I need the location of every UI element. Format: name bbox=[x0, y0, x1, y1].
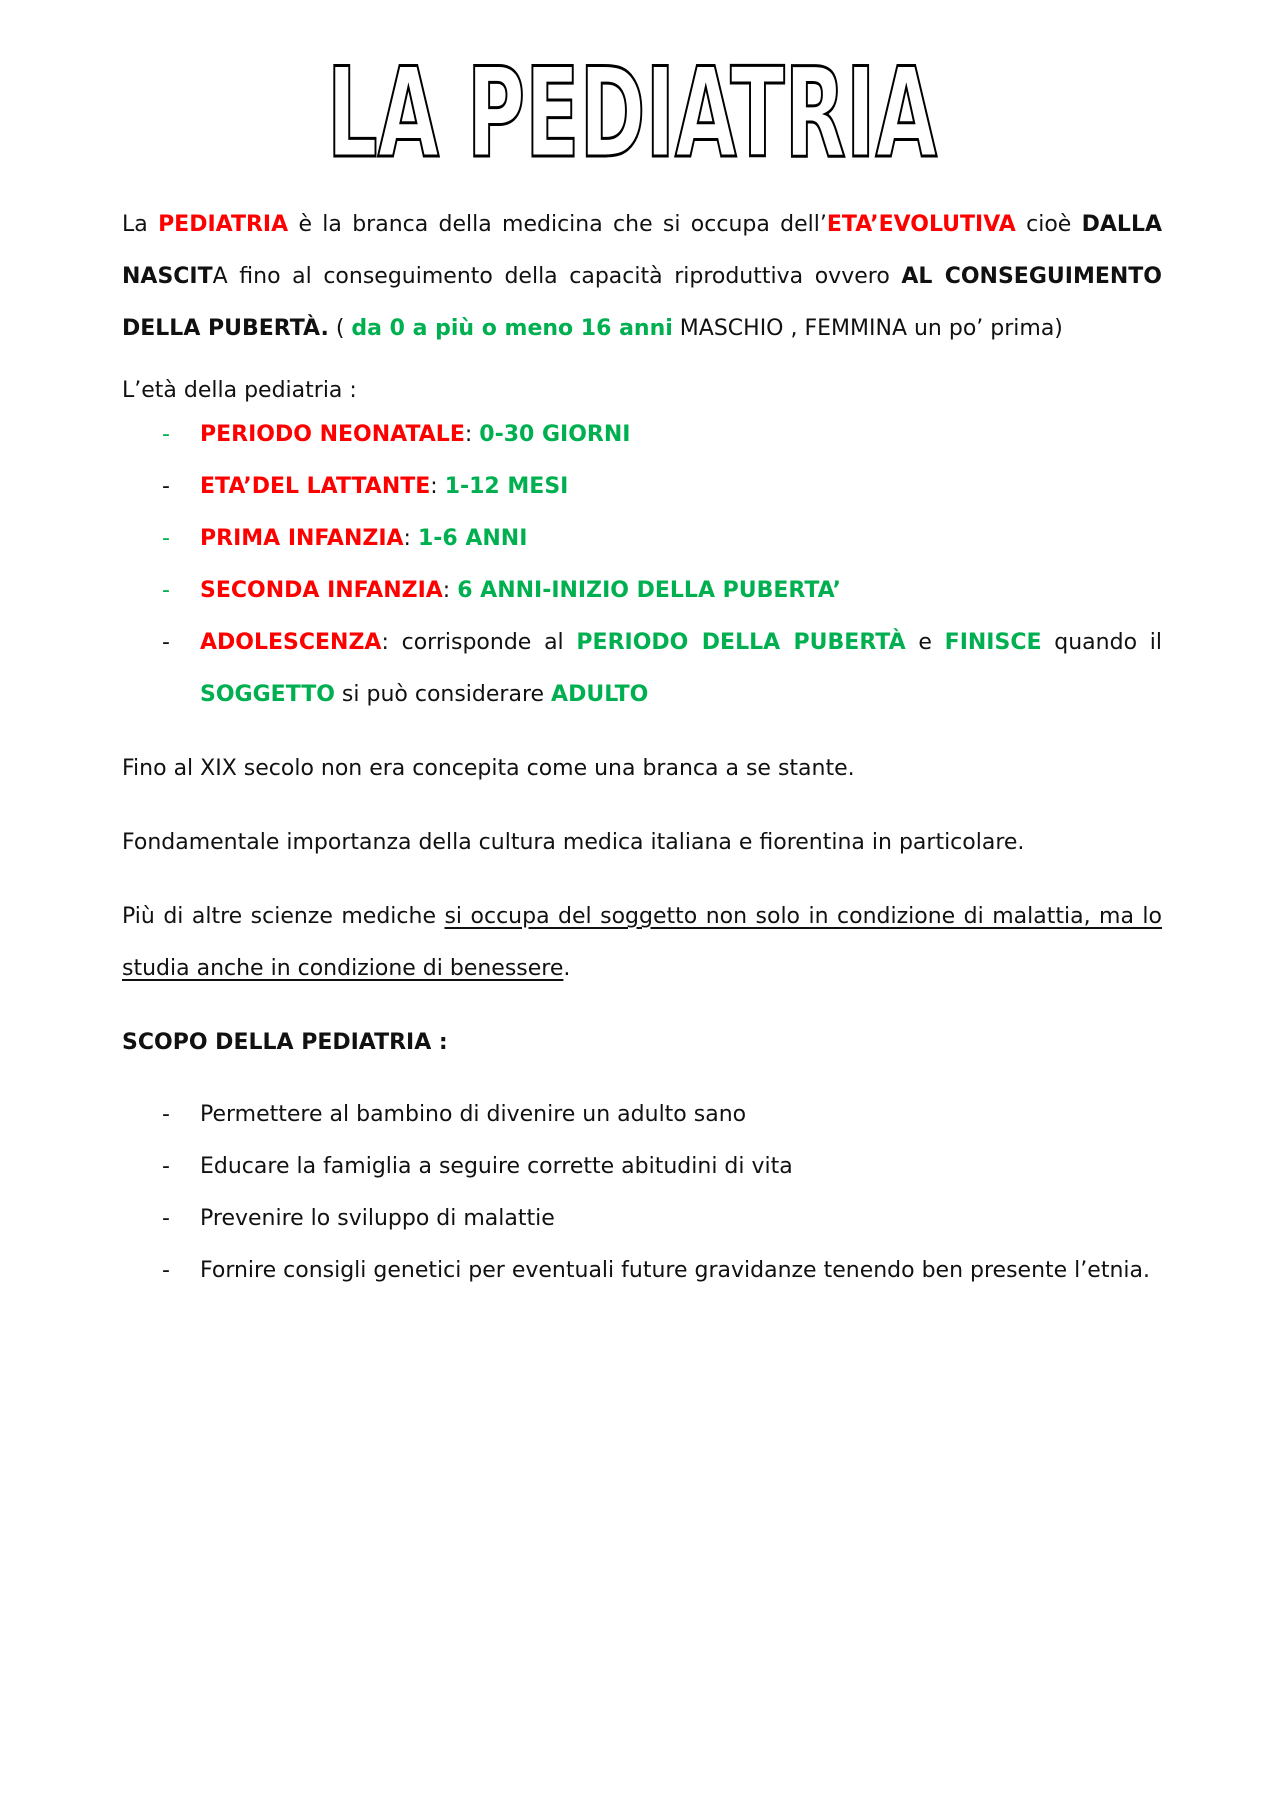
dash-marker: - bbox=[162, 1258, 170, 1283]
list-item bbox=[122, 565, 1162, 617]
paragraph-secolo: Fino al XIX secolo non era concepita come una branca a se stante. bbox=[122, 756, 855, 781]
dash-marker: - bbox=[162, 1154, 170, 1179]
period-name: ADOLESCENZA bbox=[200, 630, 382, 655]
paragraph-scienze bbox=[122, 891, 1162, 995]
period-sep: : bbox=[442, 578, 458, 603]
term-adulto: ADULTO bbox=[551, 682, 649, 707]
intro-text: MASCHIO , FEMMINA un po’ prima) bbox=[672, 316, 1063, 341]
underlined-text: si occupa del soggetto non solo in condizione di malattia, ma lo studia anche in condizione di benessere bbox=[122, 904, 1163, 981]
period-sep: : bbox=[403, 526, 418, 551]
period-sep: : bbox=[430, 474, 445, 499]
scopo-item-text: Fornire consigli genetici per eventuali future gravidanze tenendo ben presente l’etnia. bbox=[200, 1258, 1150, 1283]
title-outline-text bbox=[0, 30, 1280, 170]
term-dalla-nascita: DALLA NASCIT bbox=[122, 212, 1162, 289]
list-item bbox=[122, 409, 1162, 461]
intro-text: è la branca della medicina che si occupa dell’ bbox=[288, 212, 827, 237]
period-value: 6 ANNI-INIZIO DELLA PUBERTA’ bbox=[457, 578, 842, 603]
title-text: LA PEDIATRIA bbox=[327, 42, 938, 170]
intro-paragraph bbox=[122, 199, 1162, 355]
dash-marker: - bbox=[162, 1102, 170, 1127]
document-body bbox=[122, 199, 1162, 1297]
dash-marker: - bbox=[162, 630, 170, 655]
period-name: ETA’DEL LATTANTE bbox=[200, 474, 431, 499]
period-name: PRIMA INFANZIA bbox=[200, 526, 404, 551]
term-eta-evolutiva: ETA’EVOLUTIVA bbox=[826, 212, 1016, 237]
period-text: e bbox=[905, 630, 945, 655]
intro-text: A fino al conseguimento della capacità riproduttiva ovvero bbox=[212, 264, 902, 289]
intro-text: ( bbox=[328, 316, 352, 341]
intro-text: La bbox=[122, 212, 159, 237]
list-item bbox=[122, 1245, 1162, 1297]
paragraph-fondamentale: Fondamentale importanza della cultura medica italiana e fiorentina in particolare. bbox=[122, 830, 1025, 855]
scopo-item-text: Prevenire lo sviluppo di malattie bbox=[200, 1206, 555, 1231]
list-item bbox=[122, 1141, 1162, 1193]
period-sep: : bbox=[464, 422, 480, 447]
period-value: 1-12 MESI bbox=[444, 474, 569, 499]
term-pediatria: PEDIATRIA bbox=[158, 212, 289, 237]
dash-marker: - bbox=[162, 1206, 170, 1231]
list-item bbox=[122, 513, 1162, 565]
dash-marker: - bbox=[162, 474, 170, 499]
paragraph-text: . bbox=[563, 956, 571, 981]
scopo-list bbox=[122, 1089, 1162, 1297]
period-name: SECONDA INFANZIA bbox=[200, 578, 443, 603]
scopo-item-text: Educare la famiglia a seguire corrette abitudini di vita bbox=[200, 1154, 793, 1179]
intro-text: cioè bbox=[1015, 212, 1082, 237]
dash-marker: - bbox=[162, 578, 170, 603]
list-item bbox=[122, 1089, 1162, 1141]
paragraph-text: Più di altre scienze mediche bbox=[122, 904, 445, 929]
term-periodo-puberta: PERIODO DELLA PUBERTÀ bbox=[576, 630, 906, 655]
list-item bbox=[122, 617, 1162, 721]
scopo-heading: SCOPO DELLA PEDIATRIA : bbox=[122, 1030, 448, 1055]
period-value: 1-6 ANNI bbox=[417, 526, 528, 551]
age-range: da 0 a più o meno 16 anni bbox=[351, 316, 673, 341]
dash-marker: - bbox=[162, 526, 170, 551]
scopo-item-text: Permettere al bambino di divenire un adulto sano bbox=[200, 1102, 747, 1127]
term-finisce: FINISCE bbox=[944, 630, 1042, 655]
eta-heading: L’età della pediatria : bbox=[122, 378, 357, 403]
term-soggetto: SOGGETTO bbox=[200, 682, 335, 707]
period-text: quando il bbox=[1041, 630, 1163, 655]
list-item bbox=[122, 1193, 1162, 1245]
period-text: si può considerare bbox=[334, 682, 552, 707]
dash-marker: - bbox=[162, 422, 170, 447]
list-item bbox=[122, 461, 1162, 513]
period-value: 0-30 GIORNI bbox=[479, 422, 631, 447]
page-title bbox=[0, 30, 1280, 170]
period-text: : corrisponde al bbox=[381, 630, 577, 655]
term-al-conseguimento: AL CONSEGUIMENTO DELLA PUBERTÀ. bbox=[122, 264, 1162, 341]
periods-list bbox=[122, 409, 1162, 721]
period-name: PERIODO NEONATALE bbox=[200, 422, 465, 447]
